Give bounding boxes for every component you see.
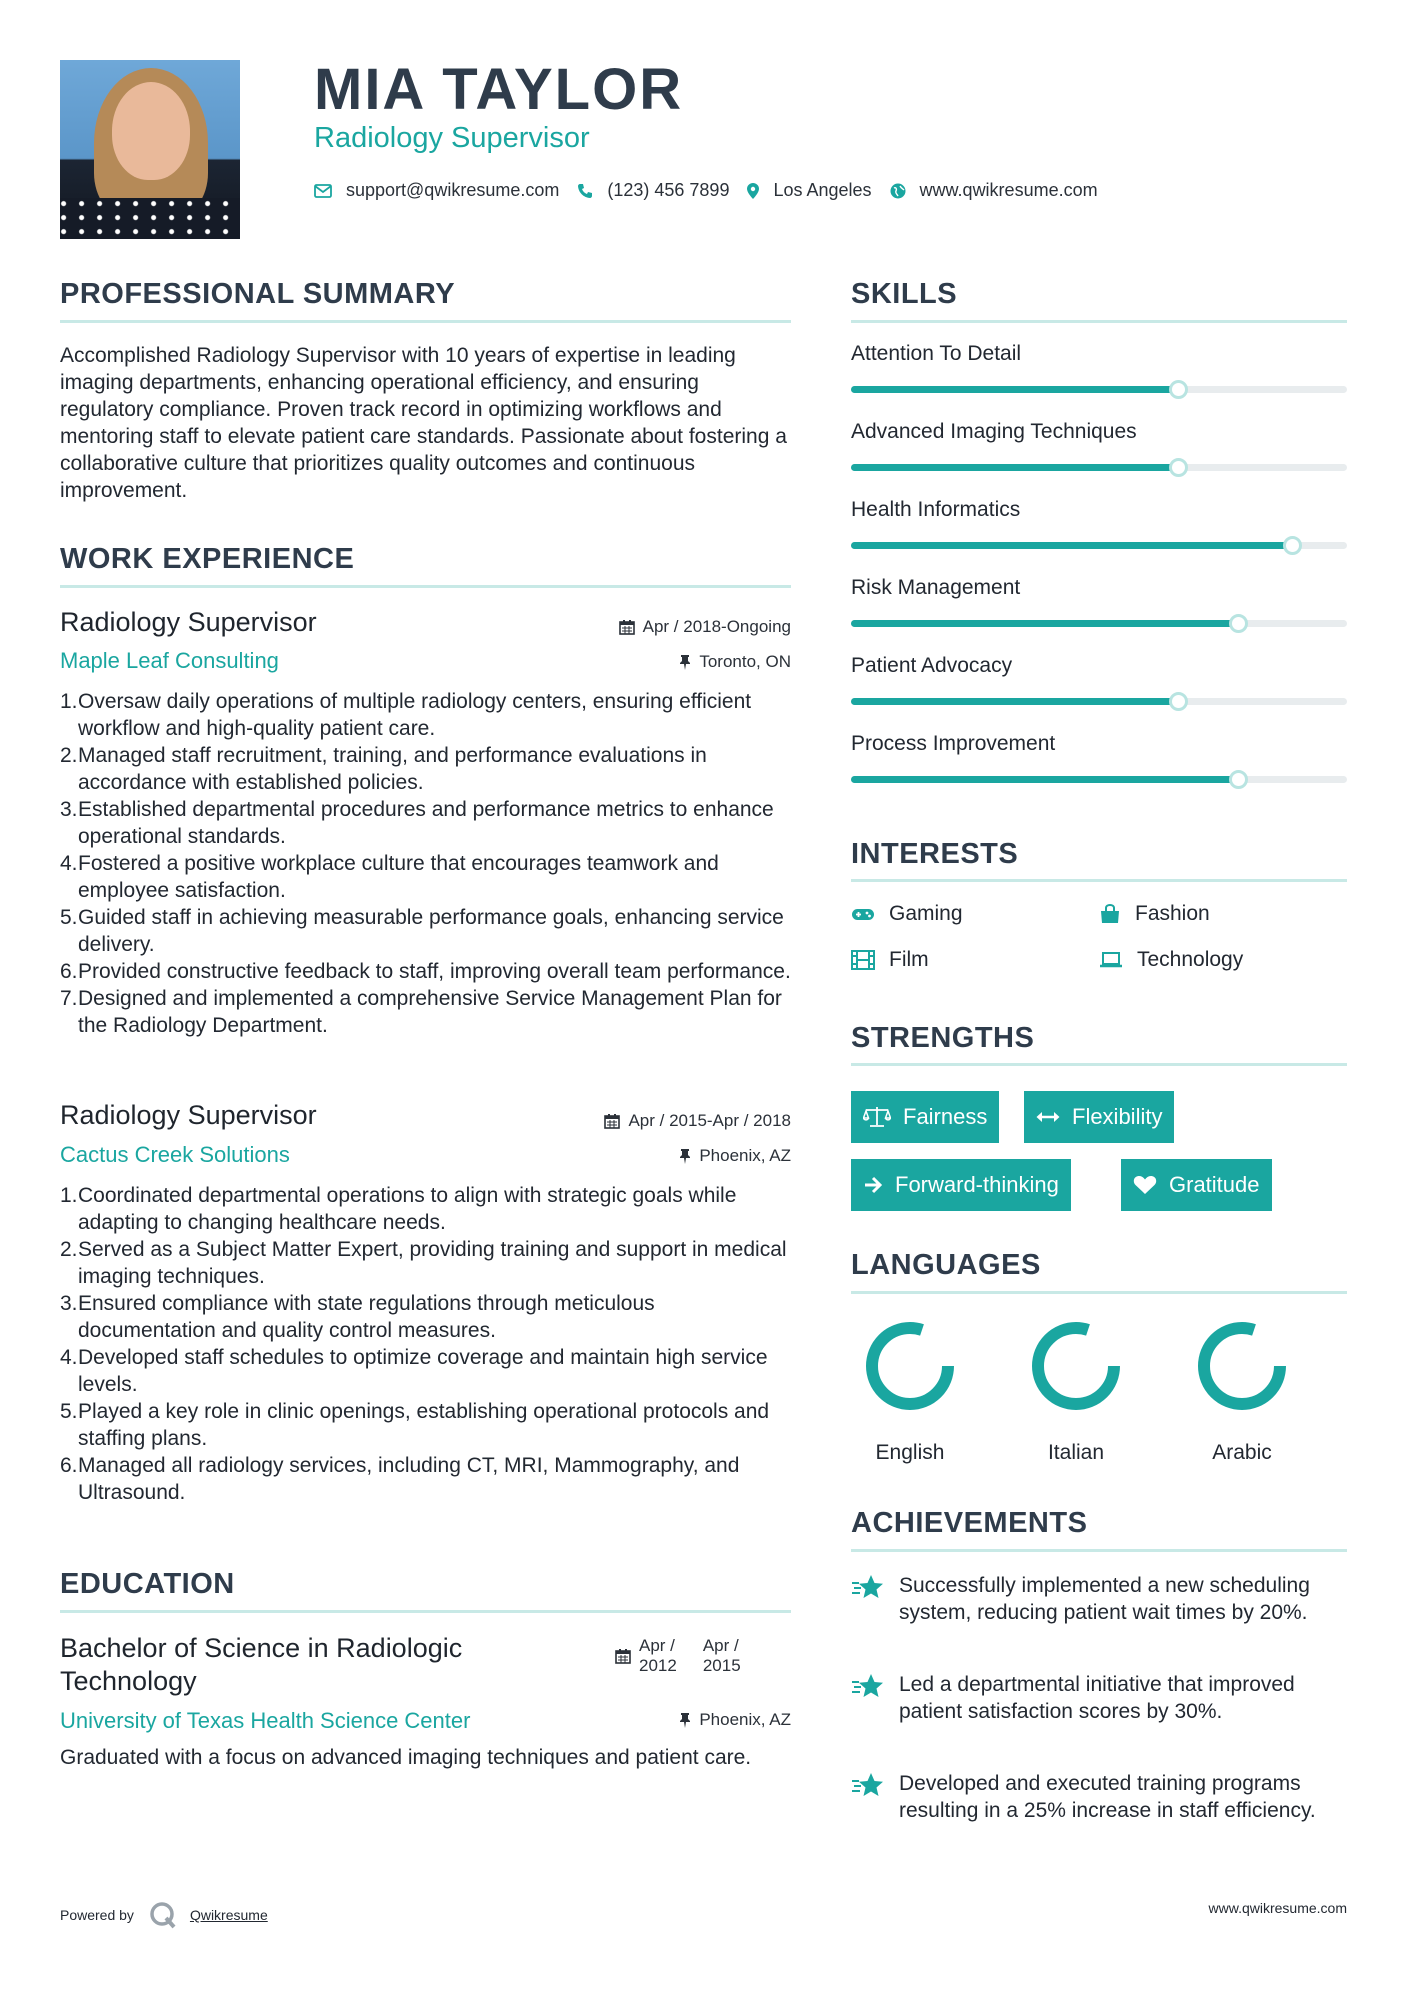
contact-email[interactable]: support@qwikresume.com bbox=[314, 180, 559, 201]
language-item bbox=[855, 1318, 965, 1465]
language-label: English bbox=[875, 1441, 945, 1464]
skill-bar bbox=[851, 542, 1347, 549]
mail-icon bbox=[314, 184, 332, 198]
footer-brand-link[interactable]: Qwikresume bbox=[189, 1907, 268, 1923]
job-bullets bbox=[60, 1182, 795, 1506]
language-label: Italian bbox=[1047, 1441, 1105, 1464]
star-icon bbox=[851, 1772, 885, 1800]
summary-text: Accomplished Radiology Supervisor with 10 years of expertise in leading imaging departments, enhancing operational efficiency, and ensuring regulatory compliance. Proven track record in optimizing workflows and mentoring staff to elevate patient care standards. Passionate about fostering a collaborative culture that prioritizes quality outcomes and continuous improvement. bbox=[60, 344, 787, 502]
list-item: 6. Managed all radiology services, including CT, MRI, Mammography, and Ultrasound. bbox=[60, 1454, 740, 1504]
list-item: 7. Designed and implemented a comprehensive Service Management Plan for the Radiology Department. bbox=[60, 987, 782, 1037]
job-date: Apr / 2015-Apr / 2018 bbox=[604, 1111, 791, 1131]
experience-divider bbox=[60, 585, 791, 588]
language-label: Arabic bbox=[1212, 1441, 1272, 1464]
skill-bar-knob bbox=[1283, 536, 1302, 555]
interest-technology: Technology bbox=[1099, 948, 1243, 972]
degree-title: Bachelor of Science in Radiologic Technology bbox=[60, 1633, 463, 1696]
language-item bbox=[1021, 1318, 1131, 1465]
footer-website[interactable]: www.qwikresume.com bbox=[1208, 1900, 1347, 1916]
laptop-icon bbox=[1099, 951, 1123, 969]
calendar-icon bbox=[619, 619, 635, 635]
globe-icon bbox=[890, 183, 906, 199]
language-ring bbox=[1028, 1318, 1124, 1414]
pushpin-icon bbox=[679, 1148, 691, 1164]
list-item: 6. Provided constructive feedback to staff, improving overall team performance. bbox=[60, 960, 791, 983]
interest-gaming: Gaming bbox=[851, 902, 963, 926]
language-ring-arc bbox=[1204, 1328, 1280, 1404]
star-icon bbox=[851, 1673, 885, 1701]
skill-bar bbox=[851, 620, 1347, 627]
candidate-title: Radiology Supervisor bbox=[314, 122, 590, 154]
contact-website[interactable]: www.qwikresume.com bbox=[890, 180, 1098, 201]
contact-location: Los Angeles bbox=[747, 180, 871, 201]
interest-film: Film bbox=[851, 948, 929, 972]
skill-label: Attention To Detail bbox=[851, 342, 1022, 365]
skill-bar bbox=[851, 386, 1347, 393]
skill-bar-knob bbox=[1169, 458, 1188, 477]
strength-badge: Gratitude bbox=[1121, 1159, 1272, 1211]
skill-bar bbox=[851, 776, 1347, 783]
education-date: Apr / 2012 Apr / 2015 bbox=[615, 1636, 741, 1676]
experience-heading: WORK EXPERIENCE bbox=[60, 543, 355, 575]
skill-bar-fill bbox=[851, 464, 1178, 471]
balance-scale-icon bbox=[863, 1106, 891, 1128]
arrows-horizontal-icon bbox=[1036, 1110, 1060, 1124]
achievements-divider bbox=[851, 1549, 1347, 1552]
list-item: 3. Ensured compliance with state regulations through meticulous documentation and quality control measures. bbox=[60, 1292, 655, 1342]
skills-heading: SKILLS bbox=[851, 278, 958, 310]
job-date: Apr / 2018-Ongoing bbox=[619, 617, 791, 637]
pushpin-icon bbox=[679, 654, 691, 670]
languages-heading: LANGUAGES bbox=[851, 1249, 1041, 1281]
skill-bar bbox=[851, 464, 1347, 471]
skill-label: Risk Management bbox=[851, 576, 1021, 599]
shopping-bag-icon bbox=[1099, 904, 1121, 924]
list-item: 5. Guided staff in achieving measurable performance goals, enhancing service delivery. bbox=[60, 906, 784, 956]
list-item: 2. Managed staff recruitment, training, and performance evaluations in accordance with established policies. bbox=[60, 744, 707, 794]
language-item bbox=[1187, 1318, 1297, 1465]
achievement-item: Developed and executed training programs resulting in a 25% increase in staff efficiency. bbox=[851, 1770, 1351, 1824]
contact-bar bbox=[314, 180, 1116, 201]
job-title: Radiology Supervisor bbox=[60, 1100, 317, 1130]
job-location: Toronto, ON bbox=[679, 652, 791, 672]
strengths-divider bbox=[851, 1063, 1347, 1066]
profile-photo bbox=[60, 60, 240, 239]
map-pin-icon bbox=[747, 183, 759, 199]
skill-label: Advanced Imaging Techniques bbox=[851, 420, 1137, 443]
list-item: 4. Developed staff schedules to optimize coverage and maintain high service levels. bbox=[60, 1346, 768, 1396]
education-description: Graduated with a focus on advanced imaging techniques and patient care. bbox=[60, 1746, 752, 1769]
skills-divider bbox=[851, 320, 1347, 323]
summary-heading: PROFESSIONAL SUMMARY bbox=[60, 278, 456, 310]
strength-badge: Flexibility bbox=[1024, 1091, 1174, 1143]
skill-label: Process Improvement bbox=[851, 732, 1056, 755]
skill-bar-fill bbox=[851, 620, 1238, 627]
achievement-item: Successfully implemented a new scheduling system, reducing patient wait times by 20%. bbox=[851, 1572, 1351, 1626]
strength-badge: Fairness bbox=[851, 1091, 999, 1143]
skill-label: Health Informatics bbox=[851, 498, 1021, 521]
list-item: 1. Coordinated departmental operations to align with strategic goals while adapting to changing healthcare needs. bbox=[60, 1184, 737, 1234]
skill-bar-knob bbox=[1229, 770, 1248, 789]
interests-divider bbox=[851, 879, 1347, 882]
education-heading: EDUCATION bbox=[60, 1568, 235, 1600]
footer-powered-by: Powered by Qwikresume bbox=[60, 1900, 268, 1930]
education-divider bbox=[60, 1610, 791, 1613]
job-title: Radiology Supervisor bbox=[60, 607, 317, 637]
summary-divider bbox=[60, 320, 791, 323]
heart-icon bbox=[1133, 1175, 1157, 1195]
job-company: Maple Leaf Consulting bbox=[60, 648, 279, 673]
film-icon bbox=[851, 950, 875, 970]
list-item: 3. Established departmental procedures and performance metrics to enhance operational standards. bbox=[60, 798, 774, 848]
skill-bar-knob bbox=[1229, 614, 1248, 633]
skill-bar-fill bbox=[851, 698, 1178, 705]
candidate-name: MIA TAYLOR bbox=[314, 57, 684, 122]
job-bullets bbox=[60, 688, 795, 1039]
list-item: 1. Oversaw daily operations of multiple radiology centers, ensuring efficient workflow and high-quality patient care. bbox=[60, 690, 752, 740]
strength-badge: Forward-thinking bbox=[851, 1159, 1071, 1211]
contact-phone[interactable]: (123) 456 7899 bbox=[577, 180, 729, 201]
list-item: 2. Served as a Subject Matter Expert, providing training and support in medical imaging techniques. bbox=[60, 1238, 787, 1288]
skill-bar-knob bbox=[1169, 692, 1188, 711]
skill-bar bbox=[851, 698, 1347, 705]
education-location: Phoenix, AZ bbox=[679, 1710, 791, 1730]
achievement-item: Led a departmental initiative that improved patient satisfaction scores by 30%. bbox=[851, 1671, 1351, 1725]
pushpin-icon bbox=[679, 1712, 691, 1728]
job-company: Cactus Creek Solutions bbox=[60, 1142, 290, 1167]
skill-bar-fill bbox=[851, 386, 1178, 393]
skill-bar-fill bbox=[851, 542, 1292, 549]
qwikresume-logo-icon bbox=[148, 1900, 178, 1930]
languages-divider bbox=[851, 1291, 1347, 1294]
achievements-heading: ACHIEVEMENTS bbox=[851, 1507, 1088, 1539]
calendar-icon bbox=[604, 1113, 620, 1129]
calendar-icon bbox=[615, 1648, 631, 1664]
phone-icon bbox=[577, 183, 593, 199]
language-ring-arc bbox=[872, 1328, 948, 1404]
interest-fashion: Fashion bbox=[1099, 902, 1210, 926]
language-ring bbox=[1194, 1318, 1290, 1414]
star-icon bbox=[851, 1574, 885, 1602]
school-name: University of Texas Health Science Center bbox=[60, 1708, 471, 1733]
language-ring-arc bbox=[1038, 1328, 1114, 1404]
arrow-right-icon bbox=[863, 1175, 883, 1195]
skill-bar-fill bbox=[851, 776, 1238, 783]
strengths-heading: STRENGTHS bbox=[851, 1022, 1035, 1054]
list-item: 4. Fostered a positive workplace culture that encourages teamwork and employee satisfaction. bbox=[60, 852, 719, 902]
list-item: 5. Played a key role in clinic openings, establishing operational protocols and staffing plans. bbox=[60, 1400, 770, 1450]
interests-heading: INTERESTS bbox=[851, 838, 1019, 870]
gamepad-icon bbox=[851, 906, 875, 922]
skill-label: Patient Advocacy bbox=[851, 654, 1013, 677]
language-ring bbox=[862, 1318, 958, 1414]
skill-bar-knob bbox=[1169, 380, 1188, 399]
job-location: Phoenix, AZ bbox=[679, 1146, 791, 1166]
